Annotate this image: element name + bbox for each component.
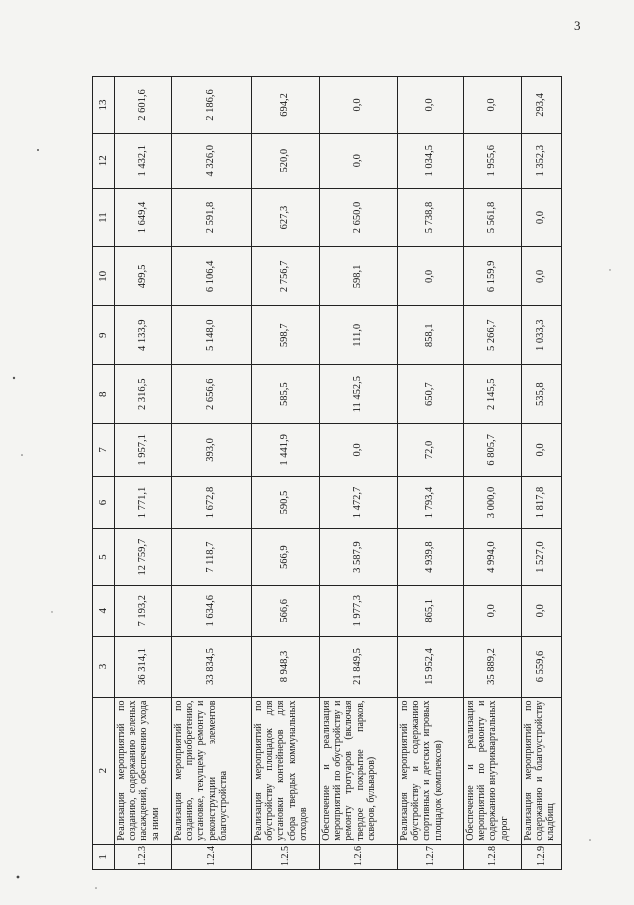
cell-value: 1 432,1 [115, 133, 172, 188]
cell-value: 598,1 [320, 247, 398, 306]
cell-value: 293,4 [522, 77, 562, 134]
table-row [464, 77, 522, 870]
cell-value: 6 106,4 [172, 247, 252, 306]
cell-value: 4 994,0 [464, 529, 522, 586]
cell-value: 5 738,8 [398, 188, 464, 247]
cell-value: 1 955,6 [464, 133, 522, 188]
table-row [252, 77, 320, 870]
row-code: 1.2.8 [464, 844, 522, 869]
cell-value: 2 601,6 [115, 77, 172, 134]
cell-value: 0,0 [320, 424, 398, 477]
cell-value: 5 266,7 [464, 306, 522, 365]
cell-value: 72,0 [398, 424, 464, 477]
cell-value: 1 033,3 [522, 306, 562, 365]
cell-value: 590,5 [252, 476, 320, 529]
cell-value: 1 793,4 [398, 476, 464, 529]
cell-value: 6 559,6 [522, 636, 562, 697]
cell-value: 650,7 [398, 365, 464, 424]
cell-value: 0,0 [464, 77, 522, 134]
row-code: 1.2.7 [398, 844, 464, 869]
cell-value: 1 957,1 [115, 424, 172, 477]
cell-value: 3 000,0 [464, 476, 522, 529]
cell-value: 1 977,3 [320, 586, 398, 636]
row-code: 1.2.5 [252, 844, 320, 869]
cell-value: 6 159,9 [464, 247, 522, 306]
row-description: Реализация мероприятий по созданию, содержанию зеленых насаждений, обеспечению ухода за ними [115, 697, 172, 844]
cell-value: 566,9 [252, 529, 320, 586]
row-description: Реализация мероприятий по обустройству площадок для установки контейнеров для сбора твердых коммунальных отходов [252, 697, 320, 844]
row-description: Обеспечение и реализация мероприятий по обустройству и ремонту тротуаров (включая твердое покрытие парков, скверов, бульваров) [320, 697, 398, 844]
col-header: 6 [93, 476, 115, 529]
cell-value: 858,1 [398, 306, 464, 365]
cell-value: 1 034,5 [398, 133, 464, 188]
cell-value: 4 133,9 [115, 306, 172, 365]
cell-value: 627,3 [252, 188, 320, 247]
cell-value: 585,5 [252, 365, 320, 424]
cell-value: 2 316,5 [115, 365, 172, 424]
page-number: 3 [574, 18, 581, 33]
col-header: 2 [93, 697, 115, 844]
cell-value: 2 186,6 [172, 77, 252, 134]
col-header: 8 [93, 365, 115, 424]
cell-value: 393,0 [172, 424, 252, 477]
col-header: 5 [93, 529, 115, 586]
cell-value: 1 634,6 [172, 586, 252, 636]
cell-value: 865,1 [398, 586, 464, 636]
cell-value: 111,0 [320, 306, 398, 365]
cell-value: 520,0 [252, 133, 320, 188]
cell-value: 694,2 [252, 77, 320, 134]
row-code: 1.2.9 [522, 844, 562, 869]
table-container [92, 76, 557, 870]
col-header: 4 [93, 586, 115, 636]
table-row [522, 77, 562, 870]
cell-value: 0,0 [522, 424, 562, 477]
row-description: Обеспечение и реализация мероприятий по ремонту и содержанию внутриквартальных дорог [464, 697, 522, 844]
cell-value: 0,0 [522, 586, 562, 636]
cell-value: 8 948,3 [252, 636, 320, 697]
row-code: 1.2.3 [115, 844, 172, 869]
cell-value: 33 834,5 [172, 636, 252, 697]
cell-value: 35 889,2 [464, 636, 522, 697]
cell-value: 1 817,8 [522, 476, 562, 529]
cell-value: 3 587,9 [320, 529, 398, 586]
col-header: 12 [93, 133, 115, 188]
cell-value: 566,6 [252, 586, 320, 636]
row-description: Реализация мероприятий по созданию, приобретению, установке, текущему ремонту и реконструкции элементов благоустройства [172, 697, 252, 844]
cell-value: 2 650,0 [320, 188, 398, 247]
budget-table [92, 76, 562, 870]
cell-value: 1 672,8 [172, 476, 252, 529]
row-code: 1.2.6 [320, 844, 398, 869]
cell-value: 36 314,1 [115, 636, 172, 697]
cell-value: 21 849,5 [320, 636, 398, 697]
col-header: 7 [93, 424, 115, 477]
cell-value: 1 649,4 [115, 188, 172, 247]
cell-value: 11 452,5 [320, 365, 398, 424]
table-row [320, 77, 398, 870]
cell-value: 7 118,7 [172, 529, 252, 586]
cell-value: 5 148,0 [172, 306, 252, 365]
cell-value: 4 939,8 [398, 529, 464, 586]
table-row [115, 77, 172, 870]
table-row [172, 77, 252, 870]
cell-value: 15 952,4 [398, 636, 464, 697]
cell-value: 0,0 [522, 188, 562, 247]
cell-value: 1 527,0 [522, 529, 562, 586]
row-code: 1.2.4 [172, 844, 252, 869]
table-row [398, 77, 464, 870]
header-row [93, 77, 115, 870]
col-header: 11 [93, 188, 115, 247]
cell-value: 1 352,3 [522, 133, 562, 188]
cell-value: 0,0 [320, 133, 398, 188]
cell-value: 5 561,8 [464, 188, 522, 247]
cell-value: 1 472,7 [320, 476, 398, 529]
cell-value: 0,0 [320, 77, 398, 134]
cell-value: 0,0 [398, 247, 464, 306]
cell-value: 1 771,1 [115, 476, 172, 529]
cell-value: 2 591,8 [172, 188, 252, 247]
col-header: 10 [93, 247, 115, 306]
cell-value: 0,0 [398, 77, 464, 134]
row-description: Реализация мероприятий по обустройству и содержанию спортивных и детских игровых площадок (комплексов) [398, 697, 464, 844]
cell-value: 598,7 [252, 306, 320, 365]
cell-value: 499,5 [115, 247, 172, 306]
cell-value: 2 145,5 [464, 365, 522, 424]
cell-value: 7 193,2 [115, 586, 172, 636]
cell-value: 2 756,7 [252, 247, 320, 306]
col-header: 3 [93, 636, 115, 697]
col-header: 9 [93, 306, 115, 365]
cell-value: 6 805,7 [464, 424, 522, 477]
col-header: 1 [93, 844, 115, 869]
cell-value: 0,0 [464, 586, 522, 636]
cell-value: 535,8 [522, 365, 562, 424]
col-header: 13 [93, 77, 115, 134]
cell-value: 2 656,6 [172, 365, 252, 424]
cell-value: 12 759,7 [115, 529, 172, 586]
cell-value: 4 326,0 [172, 133, 252, 188]
row-description: Реализация мероприятий по содержанию и благоустройству кладбищ [522, 697, 562, 844]
cell-value: 1 441,9 [252, 424, 320, 477]
cell-value: 0,0 [522, 247, 562, 306]
